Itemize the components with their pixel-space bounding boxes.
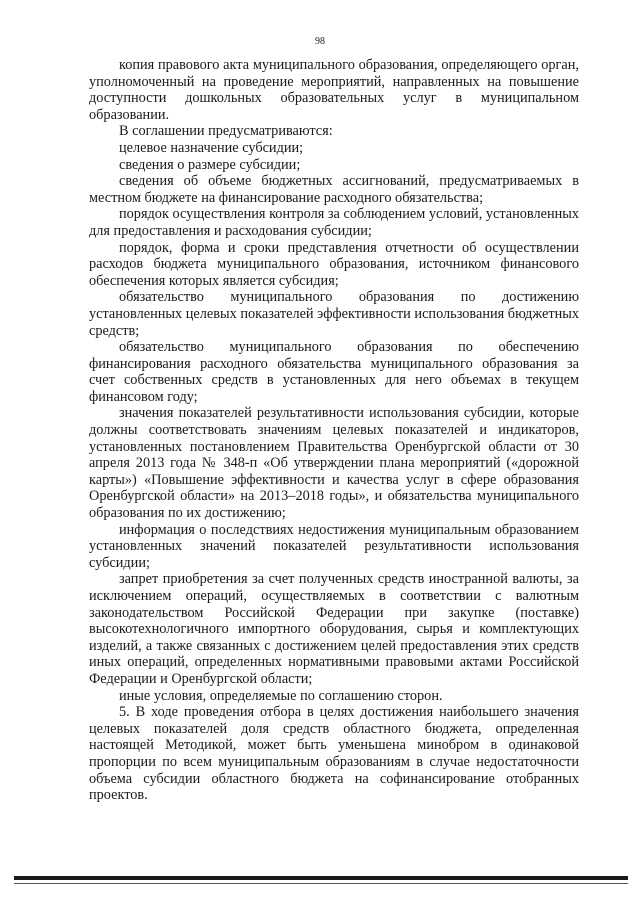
paragraph-own-funds-obligation: обязательство муниципального образования по обеспечению финансирования расходного обязательства муниципального образования за счет собственных средств в установленных для него объемах в текущем финансовом году; <box>89 339 579 405</box>
document-body <box>89 57 579 804</box>
paragraph-section-5: 5. В ходе проведения отбора в целях достижения наибольшего значения целевых показателей доля средств областного бюджета, определенная настоящей Методикой, может быть уменьшена минобром в одинаковой пропорции по всем муниципальным образованиям в случае недостаточности объема субсидии областного бюджета на софинансирование отобранных проектов. <box>89 704 579 804</box>
paragraph-reporting: порядок, форма и сроки представления отчетности об осуществлении расходов бюджета муниципального образования, источником финансового обеспечения которых является субсидия; <box>89 239 579 289</box>
page-number: 98 <box>315 36 325 47</box>
bottom-border-line <box>14 876 628 880</box>
paragraph-control-procedure: порядок осуществления контроля за соблюдением условий, установленных для предоставления и расходования субсидии; <box>89 206 580 239</box>
paragraph-subsidy-purpose: целевое назначение субсидии; <box>119 139 304 156</box>
paragraph-target-indicators-obligation: обязательство муниципального образования по достижению установленных целевых показателей эффективности использования бюджетных средств; <box>89 289 579 339</box>
paragraph-performance-indicators: значения показателей результативности использования субсидии, которые должны соответствовать значениям целевых показателей и индикаторов, установленных постановлением Правительства Оренбургской области от 30 апреля 2013 года № 348-п «Об утверждении плана мероприятий («дорожной карты») «Повышение эффективности и качества услуг в сфере образования Оренбургской области» на 2013–2018 годы», и обязательства муниципального образования по их достижению; <box>89 405 579 522</box>
paragraph-legal-act-copy: копия правового акта муниципального образования, определяющего орган, уполномоченный на проведение мероприятий, направленных на повышение доступности дошкольных образовательных услуг в муниципальном образовании. <box>89 57 579 123</box>
paragraph-currency-ban: запрет приобретения за счет полученных средств иностранной валюты, за исключением операций, осуществляемых в соответствии с валютным законодательством Российской Федерации при закупке (поставке) высокотехнологичного импортного оборудования, сырья и комплектующих изделий, а также связанных с достижением целей предоставления этих средств иных операций, определенных нормативными правовыми актами Российской Федерации и Оренбургской области; <box>89 571 579 687</box>
paragraph-budget-allocations: сведения об объеме бюджетных ассигнований, предусматриваемых в местном бюджете на финансирование расходного обязательства; <box>89 173 579 206</box>
bottom-border-thin-line <box>14 883 628 884</box>
paragraph-agreement-intro: В соглашении предусматриваются: <box>119 123 333 140</box>
paragraph-other-conditions: иные условия, определяемые по соглашению сторон. <box>119 687 443 704</box>
paragraph-consequences: информация о последствиях недостижения муниципальным образованием установленных значений показателей результативности использования субсидии; <box>89 521 579 571</box>
paragraph-subsidy-amount: сведения о размере субсидии; <box>119 156 301 173</box>
